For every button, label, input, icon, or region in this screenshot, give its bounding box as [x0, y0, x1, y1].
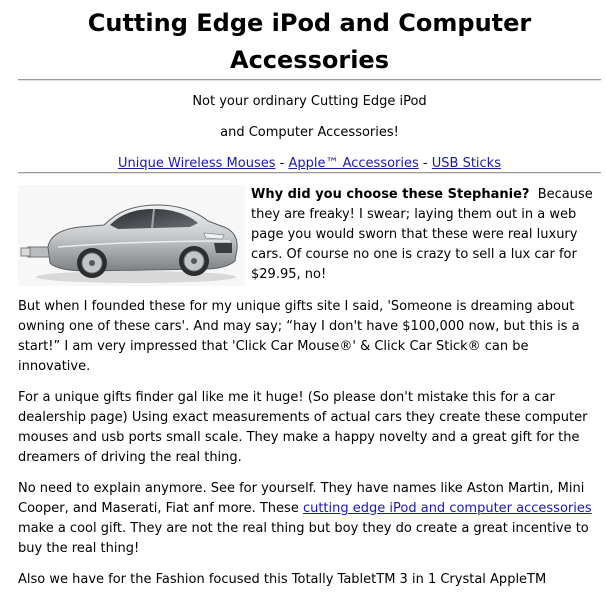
nav-separator: -	[418, 156, 432, 171]
silver-car-icon	[18, 185, 245, 286]
page	[18, 0, 601, 590]
accessories-link[interactable]: cutting edge iPod and computer accessories	[302, 501, 592, 516]
tagline-line2: and Computer Accessories!	[220, 125, 399, 140]
paragraph-3-text-before: No need to explain anymore. See for yourself. They have names like Aston Martin, Mini Cooper, and Maserati, Fiat anf more. These	[18, 481, 585, 516]
divider-bottom	[18, 172, 601, 174]
tagline-line1: Not your ordinary Cutting Edge iPod	[192, 94, 427, 109]
page-title	[18, 5, 601, 79]
nav-link-usb-sticks[interactable]: USB Sticks	[431, 156, 501, 171]
nav-link-apple-accessories[interactable]: Apple™ Accessories	[288, 156, 419, 171]
paragraph-1: But when I founded these for my unique gifts site I said, 'Someone is dreaming about owning one of these cars'. And may say; “hay I don't have $100,000 now, but this is a start!” I am very impressed that 'Click Car Mouse®' & Click Car Stick® can be innovative.	[18, 299, 580, 374]
page-title-line2: Accessories	[230, 46, 389, 74]
intro-text	[251, 185, 601, 285]
paragraph-3	[18, 479, 601, 559]
nav-separator: -	[275, 156, 289, 171]
divider-top	[18, 79, 601, 81]
intro-question: Why did you choose these Stephanie?	[251, 187, 530, 202]
car-usb-stick-image	[18, 185, 245, 286]
paragraph-3-text-after: make a cool gift. They are not the real thing but boy they do create a great incentive to buy the real thing!	[18, 521, 589, 556]
intro-section	[18, 185, 601, 285]
nav-links	[18, 156, 601, 172]
paragraph-2: For a unique gifts finder gal like me it huge! (So please don't mistake this for a car dealership page) Using exact measurements of actual cars they create these computer mouses and usb ports small scale. They make a happy novelty and a great gift for the dreamers of driving the real thing.	[18, 390, 588, 465]
nav-link-wireless-mouses[interactable]: Unique Wireless Mouses	[118, 156, 276, 171]
page-title-line1: Cutting Edge iPod and Computer	[87, 9, 532, 37]
intro-answer: Because they are freaky! I swear; laying them out in a web page you would sworn that these were real luxury cars. Of course no one is crazy to sell a lux car for $29.95, no!	[251, 187, 593, 282]
paragraph-4: Also we have for the Fashion focused this Totally TabletTM 3 in 1 Crystal AppleTM	[18, 572, 547, 587]
